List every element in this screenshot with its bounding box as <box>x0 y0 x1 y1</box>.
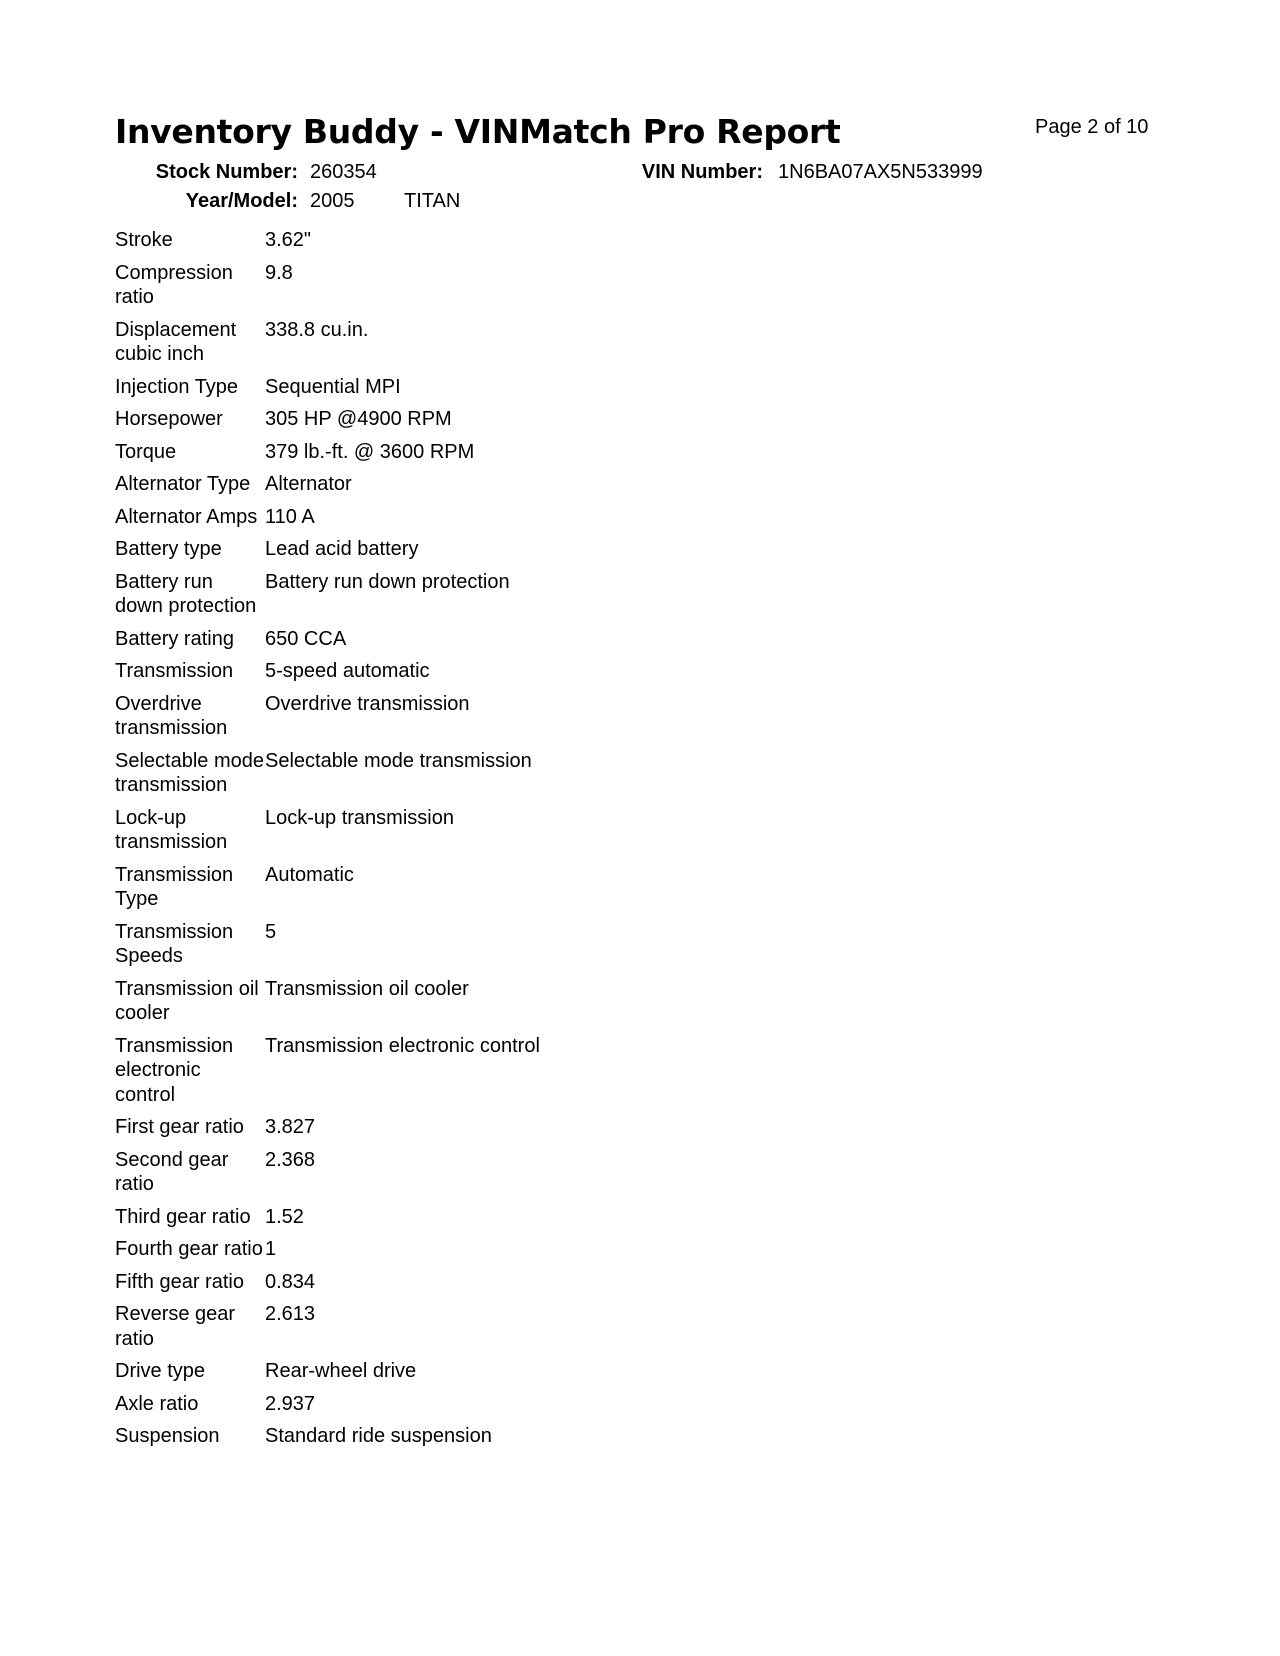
spec-row <box>115 977 635 1026</box>
spec-label: Transmission <box>115 660 234 682</box>
spec-value: Automatic <box>265 863 354 886</box>
spec-label: Transmission oil cooler <box>115 977 259 1024</box>
spec-value: Selectable mode transmission <box>265 749 532 772</box>
spec-value: 379 lb.-ft. @ 3600 RPM <box>265 440 475 463</box>
spec-label: Reverse gear ratio <box>115 1303 236 1350</box>
spec-row <box>115 1205 635 1230</box>
spec-value: 110 A <box>265 505 315 528</box>
spec-value: Overdrive transmission <box>265 692 470 715</box>
stock-number-label: Stock Number: <box>155 161 298 183</box>
spec-row <box>115 537 635 562</box>
spec-row <box>115 1270 635 1295</box>
spec-value: 650 CCA <box>265 627 347 650</box>
spec-label: Battery rating <box>115 627 234 650</box>
spec-value: Transmission electronic control <box>265 1034 540 1057</box>
spec-label: First gear ratio <box>115 1116 244 1138</box>
spec-value: Lock-up transmission <box>265 806 454 829</box>
spec-row <box>115 505 635 530</box>
spec-label: Transmission Speeds <box>115 920 234 967</box>
spec-row <box>115 627 635 652</box>
spec-row <box>115 375 635 400</box>
spec-label: Transmission Type <box>115 863 234 910</box>
spec-label: Selectable mode transmission <box>115 749 264 796</box>
spec-label: Fifth gear ratio <box>115 1270 244 1293</box>
spec-value: 1.52 <box>265 1205 304 1228</box>
spec-value: 2.613 <box>265 1303 316 1325</box>
spec-label: Compression ratio <box>115 261 233 308</box>
spec-row <box>115 1237 635 1262</box>
spec-value: 0.834 <box>265 1270 316 1293</box>
spec-row <box>115 1359 635 1384</box>
spec-value: 2.368 <box>265 1148 316 1171</box>
spec-row <box>115 806 635 855</box>
spec-row <box>115 318 635 367</box>
spec-row <box>115 228 635 253</box>
spec-row <box>115 1424 635 1449</box>
spec-label: Battery run down protection <box>115 570 257 617</box>
spec-row <box>115 440 635 465</box>
spec-label: Axle ratio <box>115 1392 199 1415</box>
spec-row <box>115 1302 635 1351</box>
spec-row <box>115 692 635 741</box>
model-value: TITAN <box>404 190 461 212</box>
spec-value: Battery run down protection <box>265 570 510 593</box>
spec-row <box>115 407 635 432</box>
spec-value: 1 <box>265 1238 277 1260</box>
spec-label: Second gear ratio <box>115 1148 229 1195</box>
spec-label: Displacement cubic inch <box>115 318 237 365</box>
spec-value: 3.827 <box>265 1116 316 1138</box>
spec-value: 5 <box>265 920 277 943</box>
vin-number-label: VIN Number: <box>641 161 763 183</box>
year-model-label: Year/Model: <box>185 190 298 212</box>
spec-label: Overdrive transmission <box>115 692 228 739</box>
spec-label: Fourth gear ratio <box>115 1238 263 1260</box>
spec-row <box>115 659 635 684</box>
spec-row <box>115 1148 635 1197</box>
spec-row <box>115 570 635 619</box>
spec-value: 305 HP @4900 RPM <box>265 408 452 430</box>
spec-list <box>115 228 635 1457</box>
spec-value: 338.8 cu.in. <box>265 318 369 341</box>
year-value: 2005 <box>310 190 355 212</box>
spec-label: Horsepower <box>115 408 223 430</box>
spec-row <box>115 472 635 497</box>
spec-label: Third gear ratio <box>115 1205 251 1228</box>
spec-value: 3.62" <box>265 229 312 251</box>
spec-row <box>115 863 635 912</box>
spec-row <box>115 1392 635 1417</box>
spec-label: Transmission electronic control <box>115 1034 234 1106</box>
spec-label: Alternator Amps <box>115 505 258 528</box>
spec-row <box>115 261 635 310</box>
spec-row <box>115 1034 635 1108</box>
spec-row <box>115 920 635 969</box>
vin-number-value: 1N6BA07AX5N533999 <box>778 161 983 183</box>
spec-label: Drive type <box>115 1360 206 1382</box>
spec-value: Lead acid battery <box>265 538 419 560</box>
spec-value: Rear-wheel drive <box>265 1360 417 1382</box>
stock-number-value: 260354 <box>310 161 377 183</box>
report-title: Inventory Buddy - VINMatch Pro Report <box>115 112 841 151</box>
spec-label: Suspension <box>115 1425 220 1447</box>
spec-value: 2.937 <box>265 1392 316 1415</box>
spec-label: Battery type <box>115 538 222 560</box>
spec-row <box>115 1115 635 1140</box>
spec-label: Lock-up transmission <box>115 806 228 853</box>
spec-value: 9.8 <box>265 261 293 284</box>
spec-row <box>115 749 635 798</box>
spec-value: Transmission oil cooler <box>265 977 469 1000</box>
spec-label: Injection Type <box>115 375 239 398</box>
spec-label: Alternator Type <box>115 473 251 495</box>
spec-value: Alternator <box>265 473 352 495</box>
spec-label: Stroke <box>115 229 173 251</box>
spec-label: Torque <box>115 440 177 463</box>
spec-value: 5-speed automatic <box>265 660 430 682</box>
page-indicator: Page 2 of 10 <box>1035 116 1149 138</box>
spec-value: Sequential MPI <box>265 375 401 398</box>
spec-value: Standard ride suspension <box>265 1425 492 1447</box>
